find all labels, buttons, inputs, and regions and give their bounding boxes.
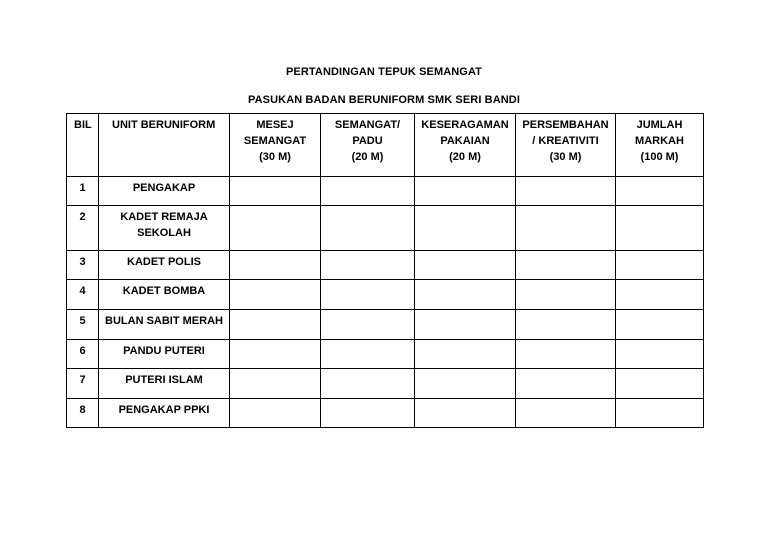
- cell-bil: 6: [67, 340, 99, 369]
- cell-semangat: [321, 340, 415, 369]
- cell-semangat: [321, 399, 415, 428]
- cell-semangat: [321, 251, 415, 280]
- table-row: [67, 310, 704, 340]
- header-semangat-padu: SEMANGAT/ PADU (20 M): [321, 114, 415, 177]
- table-row: [67, 399, 704, 428]
- cell-unit: KADET BOMBA: [99, 280, 230, 310]
- cell-jumlah: [616, 399, 704, 428]
- cell-bil: 7: [67, 369, 99, 399]
- document-title: PERTANDINGAN TEPUK SEMANGAT: [285, 66, 483, 78]
- cell-persembahan: [516, 399, 616, 428]
- cell-keseragaman: [415, 340, 516, 369]
- cell-unit: PENGAKAP PPKI: [99, 399, 230, 428]
- cell-bil: 3: [67, 251, 99, 280]
- table-row: [67, 280, 704, 310]
- cell-keseragaman: [415, 399, 516, 428]
- document-subtitle: PASUKAN BADAN BERUNIFORM SMK SERI BANDI: [248, 94, 520, 106]
- table-row: [67, 340, 704, 369]
- cell-bil: 1: [67, 177, 99, 206]
- cell-persembahan: [516, 369, 616, 399]
- cell-mesej: [230, 206, 321, 251]
- cell-persembahan: [516, 206, 616, 251]
- cell-mesej: [230, 369, 321, 399]
- cell-mesej: [230, 177, 321, 206]
- header-persembahan-kreativiti: PERSEMBAHAN / KREATIVITI (30 M): [516, 114, 616, 177]
- cell-persembahan: [516, 280, 616, 310]
- cell-jumlah: [616, 369, 704, 399]
- table-row: [67, 177, 704, 206]
- cell-unit: BULAN SABIT MERAH: [99, 310, 230, 340]
- cell-jumlah: [616, 177, 704, 206]
- cell-keseragaman: [415, 310, 516, 340]
- cell-semangat: [321, 177, 415, 206]
- cell-jumlah: [616, 310, 704, 340]
- cell-mesej: [230, 310, 321, 340]
- cell-unit: KADET POLIS: [99, 251, 230, 280]
- cell-bil: 2: [67, 206, 99, 251]
- cell-persembahan: [516, 251, 616, 280]
- cell-semangat: [321, 310, 415, 340]
- cell-mesej: [230, 280, 321, 310]
- score-table: [66, 113, 704, 428]
- cell-unit: KADET REMAJA SEKOLAH: [99, 206, 230, 251]
- table-row: [67, 206, 704, 251]
- cell-mesej: [230, 251, 321, 280]
- header-unit-beruniform: UNIT BERUNIFORM: [99, 114, 230, 177]
- cell-keseragaman: [415, 251, 516, 280]
- cell-persembahan: [516, 340, 616, 369]
- header-jumlah-markah: JUMLAH MARKAH (100 M): [616, 114, 704, 177]
- cell-semangat: [321, 369, 415, 399]
- cell-unit: PENGAKAP: [99, 177, 230, 206]
- table-header-row: [67, 114, 704, 177]
- cell-jumlah: [616, 206, 704, 251]
- cell-bil: 4: [67, 280, 99, 310]
- cell-mesej: [230, 340, 321, 369]
- cell-mesej: [230, 399, 321, 428]
- cell-jumlah: [616, 251, 704, 280]
- cell-keseragaman: [415, 280, 516, 310]
- table-row: [67, 251, 704, 280]
- table-row: [67, 369, 704, 399]
- cell-jumlah: [616, 280, 704, 310]
- header-mesej-semangat: MESEJ SEMANGAT (30 M): [230, 114, 321, 177]
- cell-keseragaman: [415, 177, 516, 206]
- cell-unit: PANDU PUTERI: [99, 340, 230, 369]
- cell-bil: 8: [67, 399, 99, 428]
- header-bil: BIL: [67, 114, 99, 177]
- cell-unit: PUTERI ISLAM: [99, 369, 230, 399]
- cell-keseragaman: [415, 369, 516, 399]
- cell-semangat: [321, 280, 415, 310]
- cell-keseragaman: [415, 206, 516, 251]
- header-keseragaman-pakaian: KESERAGAMAN PAKAIAN (20 M): [415, 114, 516, 177]
- cell-persembahan: [516, 310, 616, 340]
- cell-semangat: [321, 206, 415, 251]
- cell-bil: 5: [67, 310, 99, 340]
- cell-jumlah: [616, 340, 704, 369]
- cell-persembahan: [516, 177, 616, 206]
